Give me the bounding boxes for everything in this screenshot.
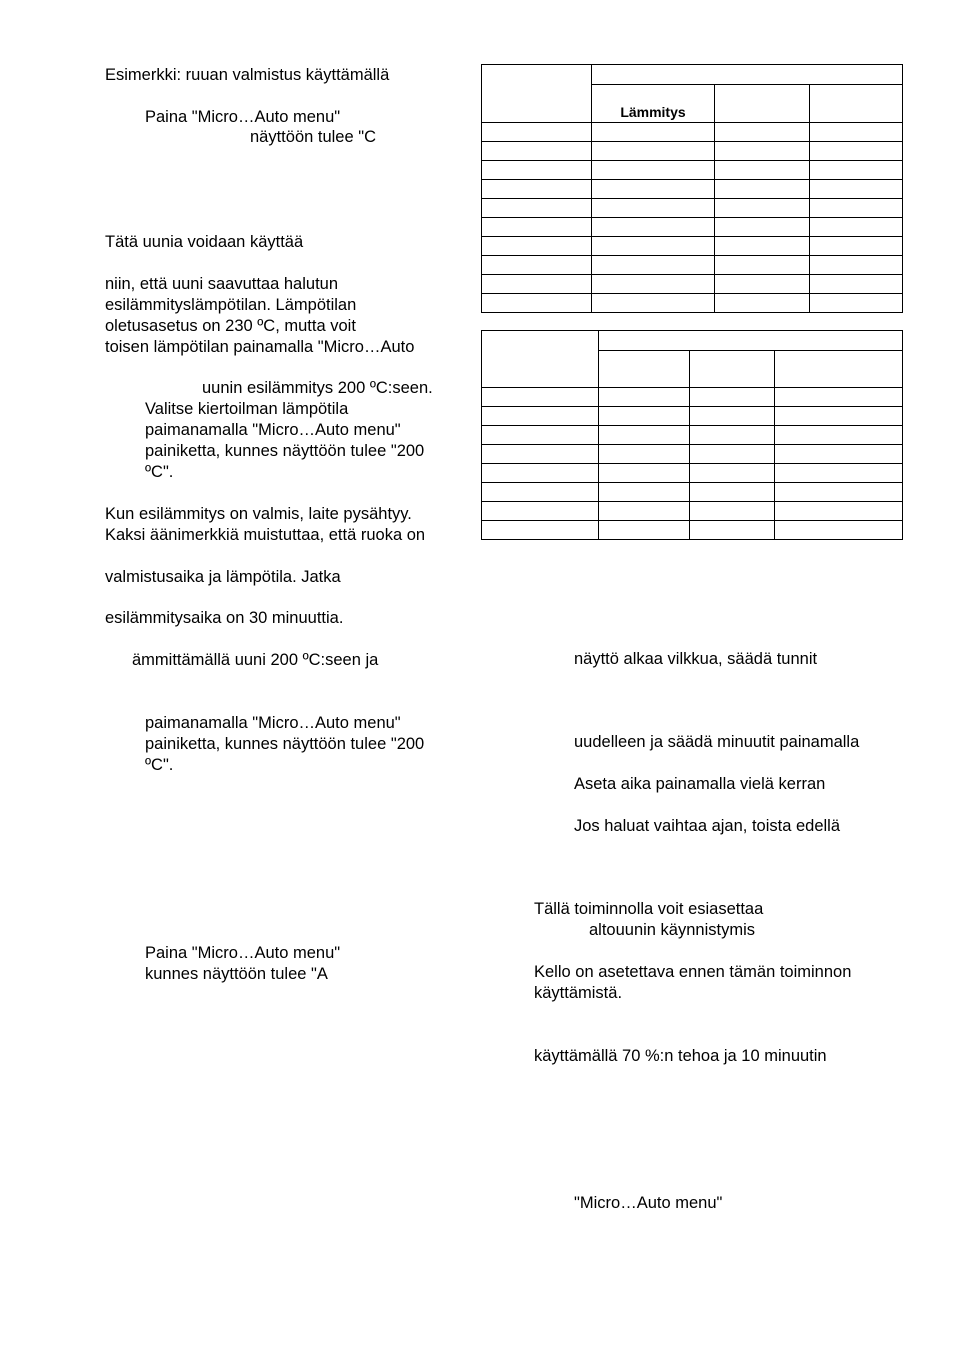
text-line: painiketta, kunnes näyttöön tulee "200 — [145, 735, 425, 753]
table-row — [482, 237, 903, 256]
text-line: "Micro…Auto menu" — [574, 1194, 723, 1212]
table-row — [482, 445, 903, 464]
text-line: Kello on asetettava ennen tämän toiminnon — [534, 963, 852, 981]
table-row — [482, 199, 903, 218]
text-line: Kaksi äänimerkkiä muistuttaa, että ruoka on — [105, 526, 426, 544]
text-line: käyttämällä 70 %:n tehoa ja 10 minuutin — [534, 1047, 827, 1065]
table-row — [482, 218, 903, 237]
text-line: Tällä toiminnolla voit esiasettaa — [534, 900, 764, 918]
table-row — [482, 161, 903, 180]
text-line: toisen lämpötilan painamalla "Micro…Auto — [105, 338, 415, 356]
text-line: Paina "Micro…Auto menu" — [145, 944, 341, 962]
text-line: uudelleen ja säädä minuutit painamalla — [574, 733, 860, 751]
text-line: Tätä uunia voidaan käyttää — [105, 233, 304, 251]
table-cell — [690, 351, 775, 388]
table-row — [482, 275, 903, 294]
text-line: Valitse kiertoilman lämpötila — [145, 400, 349, 418]
text-line: ºC". — [145, 463, 174, 481]
table-row — [482, 521, 903, 540]
table-row — [482, 464, 903, 483]
text-line: kunnes näyttöön tulee "A — [145, 965, 328, 983]
text-line: oletusasetus on 230 ºC, mutta voit — [105, 317, 356, 335]
table-cell — [599, 331, 903, 351]
text-line: Paina "Micro…Auto menu" — [145, 108, 341, 126]
text-line: Esimerkki: ruuan valmistus käyttämällä — [105, 66, 390, 84]
text-line: paimanamalla "Micro…Auto menu" — [145, 714, 401, 732]
text-line: painiketta, kunnes näyttöön tulee "200 — [145, 442, 425, 460]
text-line: ºC". — [145, 756, 174, 774]
table-row — [482, 123, 903, 142]
table-row — [482, 388, 903, 407]
table-cell — [592, 65, 903, 85]
text-line: Jos haluat vaihtaa ajan, toista edellä — [574, 817, 841, 835]
text-line: altouunin käynnistymis — [589, 921, 755, 939]
settings-table-2 — [481, 330, 903, 540]
text-line: esilämmityslämpötilan. Lämpötilan — [105, 296, 357, 314]
table-row — [482, 142, 903, 161]
text-line: niin, että uuni saavuttaa halutun — [105, 275, 339, 293]
text-line: valmistusaika ja lämpötila. Jatka — [105, 568, 341, 586]
table-row — [482, 483, 903, 502]
settings-table-1 — [481, 64, 903, 313]
table-row — [482, 502, 903, 521]
table-row — [482, 256, 903, 275]
table-row — [482, 407, 903, 426]
table-cell — [715, 85, 810, 123]
table-cell — [599, 351, 690, 388]
table-row — [482, 426, 903, 445]
text-line: Kun esilämmitys on valmis, laite pysähtyy. — [105, 505, 412, 523]
text-line: käyttämistä. — [534, 984, 623, 1002]
text-line: paimanamalla "Micro…Auto menu" — [145, 421, 401, 439]
text-line: näyttö alkaa vilkkua, säädä tunnit — [574, 650, 818, 668]
table-header-heating: Lämmitys — [592, 85, 715, 123]
table-cell — [810, 85, 903, 123]
table-cell — [482, 65, 592, 123]
text-line: näyttöön tulee "C — [250, 128, 377, 146]
text-line: uunin esilämmitys 200 ºC:seen. — [202, 379, 433, 397]
table-row — [482, 294, 903, 313]
table-cell — [482, 331, 599, 388]
table-cell — [775, 351, 903, 388]
text-line: ämmittämällä uuni 200 ºC:seen ja — [132, 651, 379, 669]
text-line: Aseta aika painamalla vielä kerran — [574, 775, 826, 793]
table-row — [482, 180, 903, 199]
text-line: esilämmitysaika on 30 minuuttia. — [105, 609, 344, 627]
